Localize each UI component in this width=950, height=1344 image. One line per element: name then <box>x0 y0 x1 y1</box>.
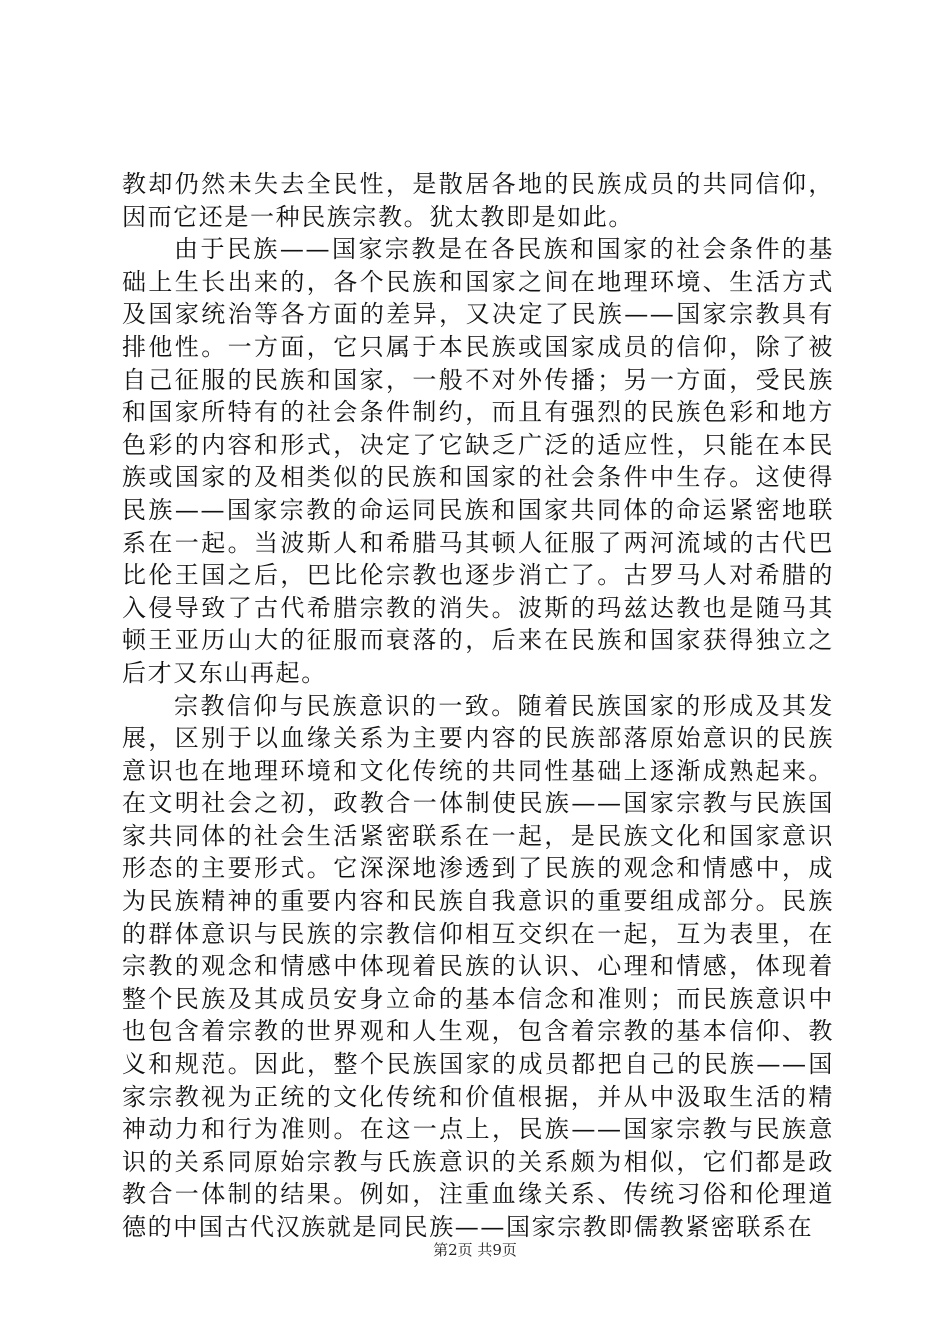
paragraph: 宗教信仰与民族意识的一致。随着民族国家的形成及其发展，区别于以血缘关系为主要内容的民族部落原始意识的民族意识也在地理环境和文化传统的共同性基础上逐渐成熟起来。在文明社会之初，政教合一体制使民族——国家宗教与民族国家共同体的社会生活紧密联系在一起，是民族文化和国家意识形态的主要形式。它深深地渗透到了民族的观念和情感中，成为民族精神的重要内容和民族自我意识的重要组成部分。民族的群体意识与民族的宗教信仰相互交织在一起，互为表里，在宗教的观念和情感中体现着民族的认识、心理和情感，体现着整个民族及其成员安身立命的基本信念和准则；而民族意识中也包含着宗教的世界观和人生观，包含着宗教的基本信仰、教义和规范。因此，整个民族国家的成员都把自己的民族——国家宗教视为正统的文化传统和价值根据，并从中汲取生活的精神动力和行为准则。在这一点上，民族——国家宗教与民族意识的关系同原始宗教与氏族意识的关系颇为相似，它们都是政教合一体制的结果。例如，注重血缘关系、传统习俗和伦理道德的中国古代汉族就是同民族——国家宗教即儒教紧密联系在 <box>122 691 834 1241</box>
page-footer <box>0 1240 950 1260</box>
paragraph: 由于民族——国家宗教是在各民族和国家的社会条件的基础上生长出来的，各个民族和国家之间在地理环境、生活方式及国家统治等各方面的差异，又决定了民族——国家宗教具有排他性。一方面，它只属于本民族或国家成员的信仰，除了被自己征服的民族和国家，一般不对外传播；另一方面，受民族和国家所特有的社会条件制约，而且有强烈的民族色彩和地方色彩的内容和形式，决定了它缺乏广泛的适应性，只能在本民族或国家的及相类似的民族和国家的社会条件中生存。这使得民族——国家宗教的命运同民族和国家共同体的命运紧密地联系在一起。当波斯人和希腊马其顿人征服了两河流域的古代巴比伦王国之后，巴比伦宗教也逐步消亡了。古罗马人对希腊的入侵导致了古代希腊宗教的消失。波斯的玛兹达教也是随马其顿王亚历山大的征服而衰落的，后来在民族和国家获得独立之后才又东山再起。 <box>122 235 834 687</box>
paragraph: 教却仍然未失去全民性，是散居各地的民族成员的共同信仰，因而它还是一种民族宗教。犹太教即是如此。 <box>122 170 834 231</box>
page-number: 第2页 共9页 <box>433 1241 517 1259</box>
body-text <box>122 168 834 1244</box>
